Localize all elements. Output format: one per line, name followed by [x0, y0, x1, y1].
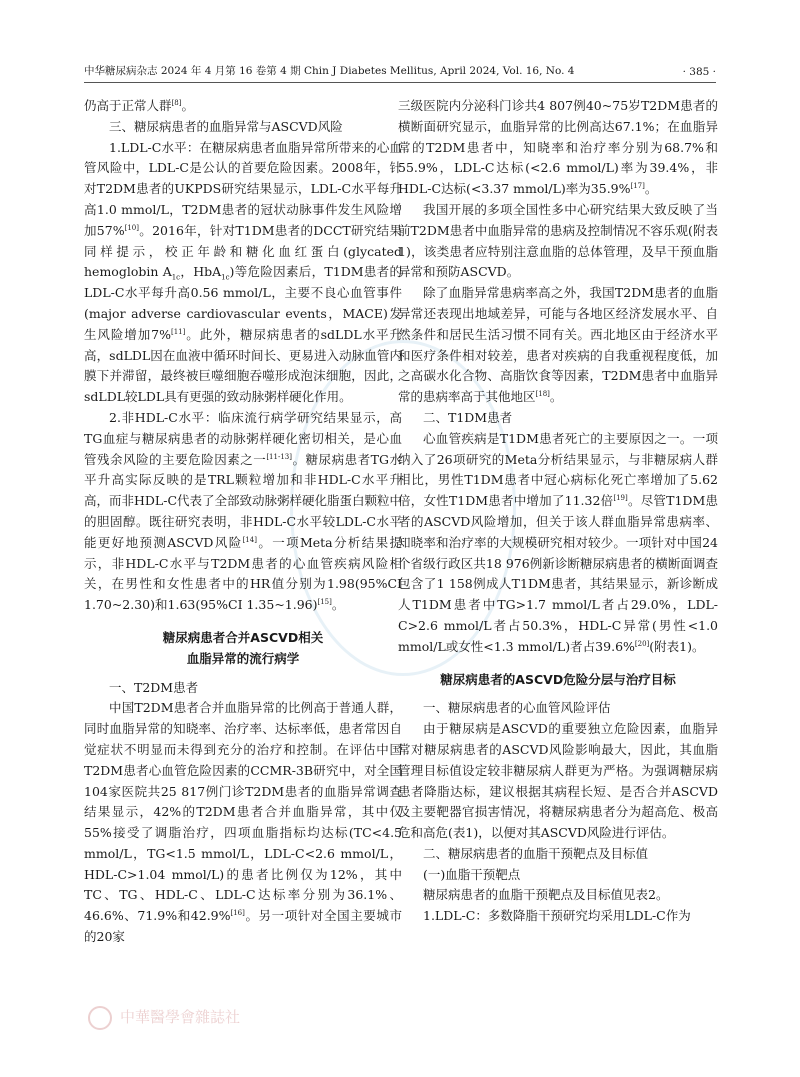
paragraph-ldl: 1.LDL-C水平：在糖尿病患者血脂异常所带来的心血管风险中，LDL-C是公认的首要危险因素。2008年，针对T2DM患者的UKPDS研究结果显示，LDL-C水平每升高1.0 mmol/L，T2DM患者的冠状动脉事件发生风险增加57%[10]。2016年，针对T1DM患者的DCCT研究结果同样提示，校正年龄和糖化血红蛋白(glycated hemoglobin $A_{1c}$，HbA$_{1c}$)等危险因素后，T1DM患者的LDL-C水平每升高0.56 mmol/L，主要不良心血管事件(major adverse cardiovascular events，MACE)发生风险增加7%[11]。此外，糖尿病患者的sdLDL水平升高，sdLDL因在血液中循环时间长、更易进入动脉血管内膜下并滞留，最终被巨噬细胞吞噬形成泡沫细胞，因此，sdLDL较LDL具有更强的致动脉粥样硬化作用。: [84, 139, 402, 405]
section-title: 糖尿病患者的ASCVD危险分层与治疗目标: [440, 671, 676, 687]
subsection-heading: 二、糖尿病患者的血脂干预靶点及目标值: [423, 845, 649, 861]
paragraph: 三级医院内分泌科门诊共4 807例40~75岁T2DM患者的横断面研究显示，血脂异常的比例高达67.1%；在血脂异常的T2DM患者中，知晓率和治疗率分别为68.7%和55.9%，LDL-C达标(<2.6 mmol/L)率为39.4%，非HDL-C达标(<3.37 mmol/L)率为35.9%[17]。: [398, 98, 718, 197]
paragraph: 1.LDL-C：多数降脂干预研究均采用LDL-C作为: [423, 908, 691, 924]
section-title: 糖尿病患者合并ASCVD相关 血脂异常的流行病学: [162, 629, 324, 666]
running-header: [84, 60, 716, 83]
paragraph-t2dm: 中国T2DM患者合并血脂异常的比例高于普通人群，同时血脂异常的知晓率、治疗率、达标率低，患者常因自觉症状不明显而未得到充分的治疗和控制。在评估中国T2DM患者心血管危险因素的CCMR-3B研究中，对全国104家医院共25 817例门诊T2DM患者的血脂异常调查结果显示，42%的T2DM患者合并血脂异常，其中仅55%接受了调脂治疗，四项血脂指标均达标(TC<4.5 mmol/L，TG<1.5 mmol/L，LDL-C<2.6 mmol/L，HDL-C>1.04 mmol/L)的患者比例仅为12%，其中TC、TG、HDL-C、LDL-C达标率分别为36.1%、46.6%、71.9%和42.9%[16]。另一项针对全国主要城市的20家: [84, 700, 402, 945]
paragraph-non-hdl: 2.非HDL-C水平：临床流行病学研究结果显示，高TG血症与糖尿病患者的动脉粥样硬化密切相关，是心血管残余风险的主要危险因素之一[11-13]。糖尿病患者TG水平升高实际反映的是TRL颗粒增加和非HDL-C水平升高，而非HDL-C代表了全部致动脉粥样硬化脂蛋白颗粒中的胆固醇。既往研究表明，非HDL-C水平较LDL-C水平能更好地预测ASCVD风险[14]。一项Meta分析结果提示，非HDL-C水平与T2DM患者的心血管疾病风险相关，在男性和女性患者中的HR值分别为1.98(95%CI 1.70~2.30)和1.63(95%CI 1.35~1.96)[15]。: [84, 409, 403, 613]
subsection-heading: 一、T2DM患者: [109, 679, 199, 695]
paragraph: 仍高于正常人群[8]。: [84, 98, 194, 113]
paragraph: 除了血脂异常患病率高之外，我国T2DM患者的血脂异常还表现出地域差异，可能与各地区经济发展水平、自然条件和居民生活习惯不同有关。西北地区由于经济水平和医疗条件相对较差，患者对疾病的自我重视程度低，加之高碳水化合物、高脂饮食等因素，T2DM患者中血脂异常的患病率高于其他地区[18]。: [398, 285, 718, 405]
journal-citation: 中华糖尿病杂志 2024 年 4 月第 16 卷第 4 期 Chin J Diabetes Mellitus, April 2024, Vol. 16, No. 4: [84, 65, 575, 77]
paragraph-t1dm: 心血管疾病是T1DM患者死亡的主要原因之一。一项纳入了26项研究的Meta分析结果显示，与非糖尿病人群相比，男性T1DM患者中冠心病标化死亡率增加了5.62倍，女性T1DM患者中增加了11.32倍[19]。尽管T1DM患者的ASCVD风险增加，但关于该人群血脂异常患病率、知晓率和治疗率的大规模研究相对较少。一项针对中国24个省级行政区共18 976例新诊断糖尿病患者的横断面调查包含了1 158例成人T1DM患者，其结果显示，新诊断成人T1DM患者中TG>1.7 mmol/L者占29.0%，LDL-C>2.6 mmol/L者占50.3%，HDL-C异常(男性<1.0 mmol/L或女性<1.3 mmol/L)者占39.6%[20](附表1)。: [398, 430, 718, 654]
paragraph: 糖尿病患者的血脂干预靶点及目标值见表2。: [423, 887, 669, 903]
paragraph: 我国开展的多项全国性多中心研究结果大致反映了当前T2DM患者中血脂异常的患病及控制情况不容乐观(附表1)，该类患者应特别注意血脂的总体管理，及早干预血脂异常和预防ASCVD。: [398, 201, 718, 280]
subsection-heading: 一、糖尿病患者的心血管风险评估: [423, 700, 611, 716]
subsection-heading: 二、T1DM患者: [423, 409, 513, 425]
subsection-heading: (一)血脂干预靶点: [423, 866, 521, 882]
publisher-logo: 中華醫學會雜誌社: [88, 1006, 448, 1032]
subsection-heading: 三、糖尿病患者的血脂异常与ASCVD风险: [109, 118, 343, 134]
left-column: [84, 96, 402, 948]
page-number: · 385 ·: [682, 66, 716, 78]
seal-icon: [88, 1006, 112, 1030]
right-column: [398, 96, 718, 927]
paragraph-risk: 由于糖尿病是ASCVD的重要独立危险因素，血脂异常对糖尿病患者的ASCVD风险影响最大，因此，其血脂管理目标值设定较非糖尿病人群更为严格。为强调糖尿病患者降脂达标，建议根据其病程长短、是否合并ASCVD及主要靶器官损害情况，将糖尿病患者分为超高危、极高危和高危(表1)，以便对其ASCVD风险进行评估。: [398, 721, 718, 841]
